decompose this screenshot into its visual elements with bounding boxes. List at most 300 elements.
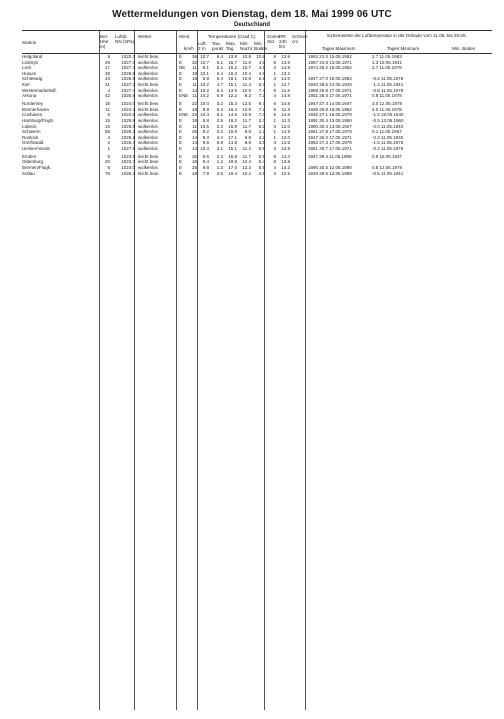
precipitation: 14.6: [281, 112, 290, 118]
wind-speed: 18: [191, 70, 197, 76]
extreme-min: -0.2 11.05.1978: [372, 145, 404, 151]
temp-max-day: 14.6: [228, 112, 237, 118]
temp-dewpoint: 6.1: [216, 65, 223, 71]
region-label: Deutschland: [233, 22, 270, 28]
wind-speed: 18: [191, 117, 197, 123]
wind-direction: E: [179, 165, 183, 171]
extreme-max: 1946 27.1 16.05.1979: [308, 112, 352, 118]
temp-dewpoint: 6.4: [216, 76, 223, 82]
precipitation: 13.2: [281, 70, 290, 76]
pressure-value: 1026.1: [121, 134, 135, 140]
wind-direction: E: [179, 159, 183, 165]
temp-min-ground: 6.3: [258, 81, 265, 87]
temp-max-day: 13.8: [228, 54, 237, 59]
station-name: Emden: [22, 153, 37, 159]
wind-speed: 14: [191, 134, 197, 140]
station-name: Cuxhaven: [22, 112, 43, 118]
temp-max-day: 15.3: [228, 101, 237, 107]
temp-min-night: 10.0: [242, 87, 251, 93]
extreme-min: -2.0 11.05.1940: [372, 123, 404, 129]
precipitation: 12.5: [281, 170, 290, 176]
temp-dewpoint: 2.6: [216, 117, 223, 123]
extreme-min: -1.6 11.05.1978: [372, 140, 404, 146]
temp-max-day: 16.1: [228, 76, 237, 82]
extreme-max: 1958 26.8 17.05.1971: [308, 87, 352, 93]
precipitation: 14.8: [281, 101, 290, 107]
extreme-min: 3.0 12.05.1978: [372, 101, 403, 107]
pressure-value: 1026.5: [121, 70, 135, 76]
wind-direction: E: [179, 59, 183, 65]
sunshine-hours: 3: [273, 170, 276, 176]
pressure-value: 1024.3: [121, 106, 135, 112]
temp-min-ground: 5.5: [258, 165, 265, 171]
header-temperatures: Temperaturen (Grad C): [208, 34, 256, 39]
extreme-min: 2.7 11.05.1963: [372, 54, 402, 59]
station-height: 26: [104, 59, 110, 65]
pressure-value: 1024.0: [121, 165, 135, 171]
temp-min-night: 8.8: [244, 129, 251, 135]
header-temp-ground: Min. Boden: [254, 41, 268, 51]
precipitation: 13.9: [281, 145, 290, 151]
precipitation: 11.3: [281, 106, 290, 112]
wind-direction: E: [179, 170, 183, 176]
temp-dewpoint: 5.1: [216, 112, 223, 118]
temp-min-ground: 10.6: [256, 54, 265, 59]
extreme-max: 1939 29.8 15.05.1962: [308, 106, 352, 112]
pressure-value: 1027.9: [121, 145, 135, 151]
header-temp-min: Min. Nacht: [240, 41, 253, 51]
station-name: Hamburg/Flugh.: [22, 117, 55, 123]
temp-max-day: 15.9: [228, 129, 237, 135]
station-name: Norderney: [22, 101, 44, 107]
weather-text: wolkenlos: [138, 112, 158, 118]
precipitation: 11.6: [281, 87, 290, 93]
sunshine-hours: 8: [273, 54, 276, 59]
header-wind: Wind: [179, 34, 190, 39]
wind-speed: 32: [191, 59, 197, 65]
temp-max-day: 16.7: [228, 59, 237, 65]
pressure-value: 1024.8: [121, 112, 135, 118]
temp-min-night: 9.8: [244, 134, 251, 140]
wind-speed: 25: [191, 165, 197, 171]
extreme-max: 1947 26.2 17.05.1971: [308, 134, 352, 140]
station-name: Soltau: [22, 170, 35, 176]
precipitation: 14.5: [281, 140, 290, 146]
pressure-value: 1025.9: [121, 76, 135, 82]
extreme-min: -0.5 11.05.1941: [372, 170, 404, 176]
header-snow: Schnee cm: [292, 34, 308, 44]
pressure-value: 1026.4: [121, 140, 135, 146]
header-height: Ber. Hhe m): [100, 34, 109, 49]
station-name: Helgoland: [22, 54, 43, 59]
station-name: Ueckermünde: [22, 145, 51, 151]
station-height: 42: [104, 93, 110, 99]
temp-min-ground: 7.2: [258, 106, 265, 112]
wind-direction: E: [179, 87, 183, 93]
temp-air: 9.6: [202, 153, 209, 159]
temp-air: 10.5: [200, 123, 209, 129]
weather-text: leicht bew.: [138, 81, 160, 87]
temp-min-ground: 3.6: [258, 140, 265, 146]
precipitation: 14.2: [281, 165, 290, 171]
wind-direction: E: [179, 76, 183, 82]
wind-speed: 11: [192, 93, 197, 99]
temp-min-night: 11.7: [242, 123, 251, 129]
weather-text: wolkenlos: [138, 129, 158, 135]
temp-dewpoint: 3.5: [216, 170, 223, 176]
wind-direction: ENE: [179, 93, 189, 99]
header-temp-max: Max. Tag: [226, 41, 236, 51]
sunshine-hours: 8: [273, 153, 276, 159]
sunshine-hours: 1: [273, 129, 276, 135]
temp-max-day: 12.2: [228, 93, 237, 99]
header-temp-air: Luft 2 m: [198, 41, 206, 51]
temp-min-ground: 5.9: [258, 76, 265, 82]
weather-text: wolkenlos: [138, 93, 158, 99]
pressure-value: 1027.3: [121, 81, 135, 87]
extreme-min: -1.4 11.05.1941: [372, 81, 404, 87]
temp-dewpoint: 6.8: [216, 140, 223, 146]
header-station: Station: [22, 40, 37, 45]
temp-dewpoint: 6.1: [216, 59, 223, 65]
precipitation: 14.6: [281, 59, 290, 65]
temp-dewpoint: 4.4: [216, 134, 223, 140]
sunshine-hours: 1: [273, 117, 276, 123]
temp-min-ground: 7.2: [258, 93, 265, 99]
station-height: 8: [107, 54, 110, 59]
wind-speed: 22: [191, 101, 197, 107]
wind-direction: E: [179, 117, 183, 123]
wind-direction: E: [179, 81, 183, 87]
sunshine-hours: 6: [273, 87, 276, 93]
temp-air: 10.2: [200, 93, 209, 99]
station-height: 4: [107, 134, 110, 140]
temp-min-night: 11.4: [242, 81, 251, 87]
table-row: [22, 93, 492, 99]
pressure-value: 1025.8: [121, 123, 135, 129]
station-height: 15: [104, 117, 110, 123]
extreme-max: 1952 21.0 15.05.1952: [308, 54, 352, 59]
temp-min-ground: 4.6: [258, 59, 265, 65]
station-name: Rostock: [22, 134, 39, 140]
temp-dewpoint: 3.1: [216, 145, 223, 151]
header-weather: Wetter: [138, 34, 152, 39]
extreme-min: -0.3 11.05.1935: [372, 134, 404, 140]
station-name: Bremerhaven: [22, 106, 50, 112]
weather-text: wolkenlos: [138, 65, 158, 71]
temp-air: 9.2: [202, 129, 209, 135]
station-height: 76: [104, 170, 110, 176]
wind-direction: E: [179, 54, 183, 59]
weather-text: leicht bew.: [138, 101, 160, 107]
pressure-value: 1027.4: [121, 87, 135, 93]
weather-text: wolkenlos: [138, 76, 158, 82]
header-wind-units: km/h: [184, 46, 194, 51]
weather-text: leicht bew.: [138, 153, 160, 159]
header-ext-max: Tages Maximum: [322, 46, 356, 51]
temp-air: 10.3: [200, 145, 209, 151]
temp-dewpoint: 4.7: [216, 81, 223, 87]
precipitation: 12.7: [281, 81, 290, 87]
temp-min-night: 11.9: [242, 59, 251, 65]
extreme-min: -0.5 11.05.1978: [372, 76, 404, 82]
temp-min-night: 10.8: [242, 76, 251, 82]
temp-air: 9.8: [202, 165, 209, 171]
temp-min-night: 12.8: [242, 106, 251, 112]
temp-min-night: 12.3: [242, 165, 251, 171]
weather-text: leicht bew.: [138, 54, 160, 59]
temp-air: 10.4: [200, 112, 209, 118]
weather-text: leicht bew.: [138, 170, 160, 176]
station-height: 59: [104, 129, 110, 135]
pressure-value: 1027.4: [121, 65, 135, 71]
extreme-min: -1.3 15.05.1940: [372, 112, 404, 118]
precipitation: 12.0: [281, 134, 290, 140]
temp-air: 9.3: [202, 134, 209, 140]
temp-min-ground: 5.0: [258, 123, 265, 129]
wind-direction: E: [179, 153, 183, 159]
sunshine-hours: 5: [273, 112, 276, 118]
temp-min-ground: 7.4: [258, 87, 265, 93]
header-rain: RR 24h l/m: [279, 34, 287, 49]
temp-min-ground: 4.9: [258, 70, 265, 76]
extreme-max: 1891 30.4 13.05.1950: [308, 117, 352, 123]
station-name: Greifswald: [22, 140, 44, 146]
temp-min-night: 12.5: [242, 101, 251, 107]
weather-text: wolkenlos: [138, 145, 158, 151]
sunshine-hours: 6: [273, 101, 276, 107]
temp-max-day: 17.1: [228, 134, 237, 140]
station-name: Westermarkelsdf.: [22, 87, 57, 93]
wind-direction: ENE: [179, 112, 189, 118]
weather-text: wolkenlos: [138, 165, 158, 171]
wind-speed: 25: [191, 129, 197, 135]
station-height: 17: [104, 65, 110, 71]
wind-speed: 14: [191, 140, 197, 146]
weather-text: leicht bew.: [138, 106, 160, 112]
temp-min-ground: 3.7: [258, 117, 265, 123]
station-height: 4: [107, 87, 110, 93]
temp-min-night: 11.7: [242, 153, 251, 159]
weather-text: wolkenlos: [138, 134, 158, 140]
wind-direction: E: [179, 134, 183, 140]
extreme-min: 2.7 11.05.1978: [372, 65, 402, 71]
temp-air: 9.8: [202, 76, 209, 82]
station-height: 5: [107, 153, 110, 159]
extreme-max: 1940 28.6 14.05.1943: [308, 81, 352, 87]
pressure-value: 1026.8: [121, 117, 135, 123]
extreme-min: 0.8 11.05.1978: [372, 93, 402, 99]
temp-min-ground: 7.0: [258, 112, 265, 118]
station-height: 1: [107, 145, 110, 151]
extreme-max: 1951 27.8 17.05.1979: [308, 129, 352, 135]
temp-max-day: 18.2: [228, 117, 237, 123]
extreme-max: 1890 30.5 12.05.1890: [308, 165, 352, 171]
extreme-max: 1957 24.8 13.05.1971: [308, 59, 352, 65]
temp-dewpoint: 6.3: [216, 87, 223, 93]
temp-max-day: 16.3: [228, 70, 237, 76]
extreme-min: 2.0 11.05.1978: [372, 106, 402, 112]
temp-min-night: 12.4: [242, 159, 251, 165]
precipitation: 14.9: [281, 129, 290, 135]
wind-speed: 11: [192, 65, 197, 71]
wind-speed: 32: [191, 112, 197, 118]
temp-min-ground: 4.5: [258, 65, 265, 71]
sunshine-hours: 3: [273, 145, 276, 151]
header-ext-min: Tages Minimum: [387, 46, 420, 51]
wind-speed: 36: [191, 54, 197, 59]
station-height: 43: [104, 76, 110, 82]
weather-text: wolkenlos: [138, 123, 158, 129]
temp-min-ground: 1.2: [258, 129, 265, 135]
station-name: Arkona: [22, 93, 37, 99]
station-height: 5: [107, 165, 110, 171]
temp-air: 10.2: [200, 87, 209, 93]
wind-direction: E: [179, 101, 183, 107]
temp-dewpoint: 6.4: [216, 70, 223, 76]
station-height: 15: [104, 123, 110, 129]
weather-text: wolkenlos: [138, 117, 158, 123]
wind-speed: 25: [191, 153, 197, 159]
station-name: Lübeck: [22, 123, 37, 129]
station-name: Leck: [22, 65, 32, 71]
temp-dewpoint: 2.3: [216, 153, 223, 159]
temp-min-ground: 5.4: [258, 159, 265, 165]
pressure-value: 1024.0: [121, 101, 135, 107]
temp-air: 8.1: [202, 65, 209, 71]
temp-min-night: 10.4: [242, 70, 251, 76]
temp-min-ground: 2.6: [258, 170, 265, 176]
precipitation: 13.8: [281, 159, 290, 165]
sunshine-hours: 1: [273, 70, 276, 76]
temp-max-day: 16.2: [228, 65, 237, 71]
extreme-max: 1951 26.4 17.05.1971: [308, 93, 352, 99]
extreme-max: 1947 27.0 18.05.1953: [308, 76, 352, 82]
temp-air: 10.2: [200, 81, 209, 87]
temp-min-night: 10.2: [242, 170, 251, 176]
wind-speed: 18: [191, 170, 197, 176]
temp-min-night: 8.2: [244, 93, 251, 99]
temp-air: 10.7: [200, 54, 209, 59]
temp-max-day: 13.8: [228, 87, 237, 93]
wind-direction: E: [179, 129, 183, 135]
station-name: Husum: [22, 70, 37, 76]
station-height: 16: [104, 101, 110, 107]
temp-min-ground: 9.7: [258, 101, 265, 107]
header-ext-ground: Min. Boden: [452, 46, 476, 51]
sunshine-hours: 3: [273, 65, 276, 71]
sunshine-hours: 8: [273, 59, 276, 65]
sunshine-hours: 3: [273, 76, 276, 82]
extreme-min: -0.5 13.05.1960: [372, 117, 404, 123]
wind-direction: E: [179, 70, 183, 76]
wind-direction: E: [179, 106, 183, 112]
extreme-min: 1.3 19.05.1941: [372, 59, 403, 65]
wind-speed: 18: [191, 159, 197, 165]
temp-max-day: 15.1: [228, 145, 237, 151]
wind-speed: 11: [192, 81, 197, 87]
wind-direction: NE: [179, 65, 186, 71]
header-pressure: Luftdr. NN (hPa): [115, 34, 135, 44]
extreme-max: 1947 27.4 14.05.1947: [308, 101, 352, 107]
extreme-min: 0.8 12.05.1978: [372, 165, 403, 171]
sunshine-hours: 4: [273, 93, 276, 99]
weather-text: wolkenlos: [138, 70, 158, 76]
temp-max-day: 18.4: [228, 106, 237, 112]
station-name: Bremen/Flugh.: [22, 165, 52, 171]
temp-dewpoint: 3.2: [216, 101, 223, 107]
table-header: [22, 30, 492, 54]
station-height: 20: [104, 159, 110, 165]
extreme-max: 1947 29.4 11.05.1969: [308, 153, 352, 159]
temp-dewpoint: 1.2: [216, 159, 223, 165]
temp-dewpoint: 5.9: [216, 93, 223, 99]
station-name: Schwerin: [22, 129, 41, 135]
precipitation: 14.8: [281, 65, 290, 71]
temp-dewpoint: 5.2: [216, 129, 223, 135]
header-temp-dew: Tau- punkt: [212, 41, 224, 51]
table-body: [22, 54, 492, 176]
temp-max-day: 17.0: [228, 165, 237, 171]
pressure-value: 1020.3: [121, 54, 135, 59]
sunshine-hours: 3: [273, 123, 276, 129]
sunshine-hours: 8: [273, 159, 276, 165]
temp-air: 8.8: [202, 117, 209, 123]
temp-max-day: 16.8: [228, 123, 237, 129]
table-row: [22, 146, 492, 152]
extreme-max: 1948 29.5 13.05.1969: [308, 170, 352, 176]
temp-dewpoint: 6.4: [216, 54, 223, 59]
table-row: [22, 171, 492, 177]
pressure-value: 1023.7: [121, 159, 135, 165]
sunshine-hours: 1: [273, 134, 276, 140]
weather-text: leicht bew.: [138, 159, 160, 165]
extreme-min: -0.8 11.05.1978: [372, 87, 404, 93]
temp-min-night: 11.2: [242, 145, 251, 151]
temp-dewpoint: 1.3: [216, 165, 223, 171]
precipitation: 11.3: [281, 117, 290, 123]
sunshine-hours: 4: [273, 165, 276, 171]
temp-max-day: 14.8: [228, 140, 237, 146]
temp-air: 9.4: [202, 159, 209, 165]
header-sun: Sonne Std.: [267, 34, 281, 44]
station-name: Oldenburg: [22, 159, 44, 165]
wind-direction: E: [179, 145, 183, 151]
station-name: Kiel: [22, 81, 30, 87]
temp-max-day: 19.9: [228, 159, 237, 165]
temp-min-night: 10.8: [242, 112, 251, 118]
wind-direction: E: [179, 123, 183, 129]
extreme-max: 1890 30.4 13.05.1927: [308, 123, 352, 129]
pressure-value: 1026.2: [121, 129, 135, 135]
temp-min-night: 10.8: [242, 54, 251, 59]
extreme-max: 1974 26.2 15.05.1952: [308, 65, 352, 71]
temp-min-ground: 6.9: [258, 145, 265, 151]
wind-speed: 14: [191, 145, 197, 151]
weather-text: wolkenlos: [138, 59, 158, 65]
station-name: List/Sylt: [22, 59, 38, 65]
sunshine-hours: 1: [273, 81, 276, 87]
temp-min-night: 11.7: [242, 117, 251, 123]
pressure-value: 1025.2: [121, 170, 135, 176]
station-height: 5: [107, 112, 110, 118]
page-title: Wettermeldungen von Dienstag, dem 18. Mai 1999 06 UTC: [112, 9, 392, 20]
station-height: 2: [107, 140, 110, 146]
temp-air: 8.9: [202, 106, 209, 112]
temp-min-night: 10.7: [242, 65, 251, 71]
pressure-value: 1023.9: [121, 153, 135, 159]
temp-min-ground: 4.2: [258, 134, 265, 140]
